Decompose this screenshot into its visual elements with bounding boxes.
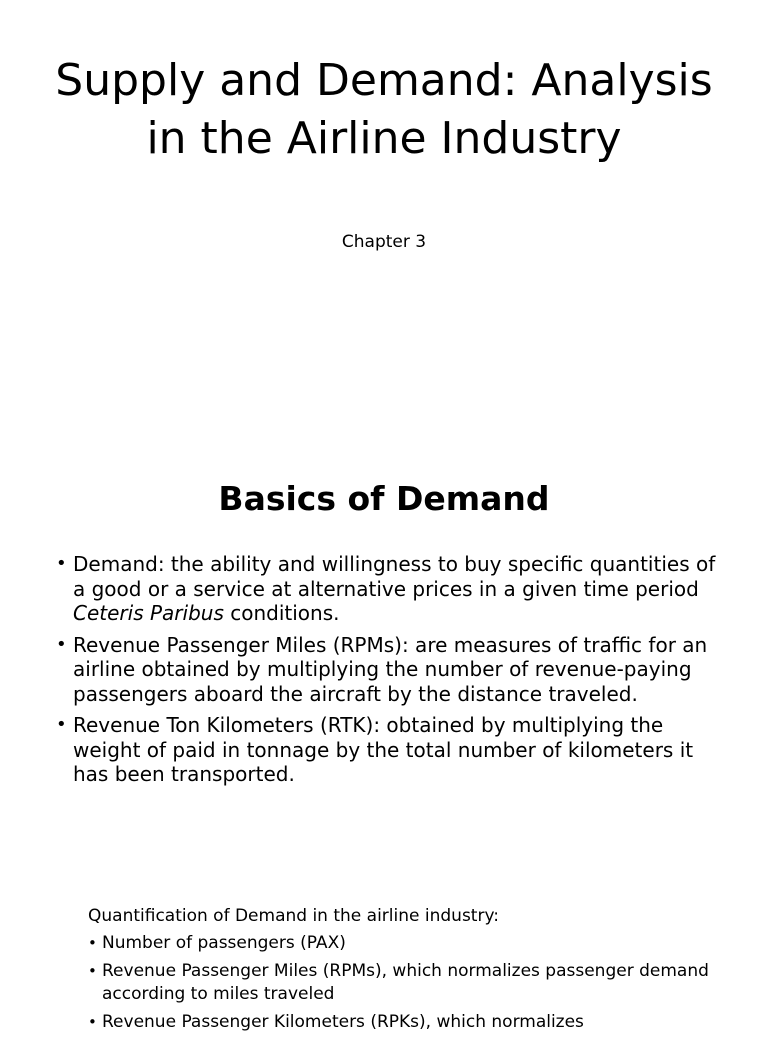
bullet-demand — [56, 552, 716, 626]
slide-quantification — [0, 880, 768, 1032]
list-item: • Revenue Passenger Miles (RPMs), which normalizes passenger demand according to miles traveled — [88, 960, 728, 1006]
bullet-rpm: • Revenue Passenger Miles (RPMs): are measures of traffic for an airline obtained by multiplying the number of revenue-paying passengers aboard the aircraft by the distance traveled. — [56, 633, 716, 707]
slide-title — [0, 0, 768, 440]
slide-title-heading: Supply and Demand: Analysis in the Airline Industry — [55, 55, 713, 164]
bullet-list — [88, 932, 728, 1039]
bullet-list — [56, 552, 716, 794]
bullet-rtk: • Revenue Ton Kilometers (RTK): obtained by multiplying the weight of paid in tonnage by the total number of kilometers it has been transported. — [56, 713, 716, 787]
bullet-italic-term: Ceteris Paribus — [73, 601, 224, 625]
list-item: • Revenue Passenger Kilometers (RPKs), which normalizes — [88, 1011, 728, 1034]
slide-basics-of-demand — [0, 440, 768, 880]
slide-subtitle: Chapter 3 — [341, 232, 427, 252]
bullet-text: Demand: the ability and willingness to buy specific quantities of a good or a service at alternative prices in a given time period — [73, 552, 716, 601]
list-item: • Number of passengers (PAX) — [88, 932, 728, 955]
slide-heading: Basics of Demand — [218, 479, 550, 518]
slide-intro-text: Quantification of Demand in the airline industry: — [88, 906, 500, 926]
bullet-text-end: conditions. — [223, 601, 340, 625]
